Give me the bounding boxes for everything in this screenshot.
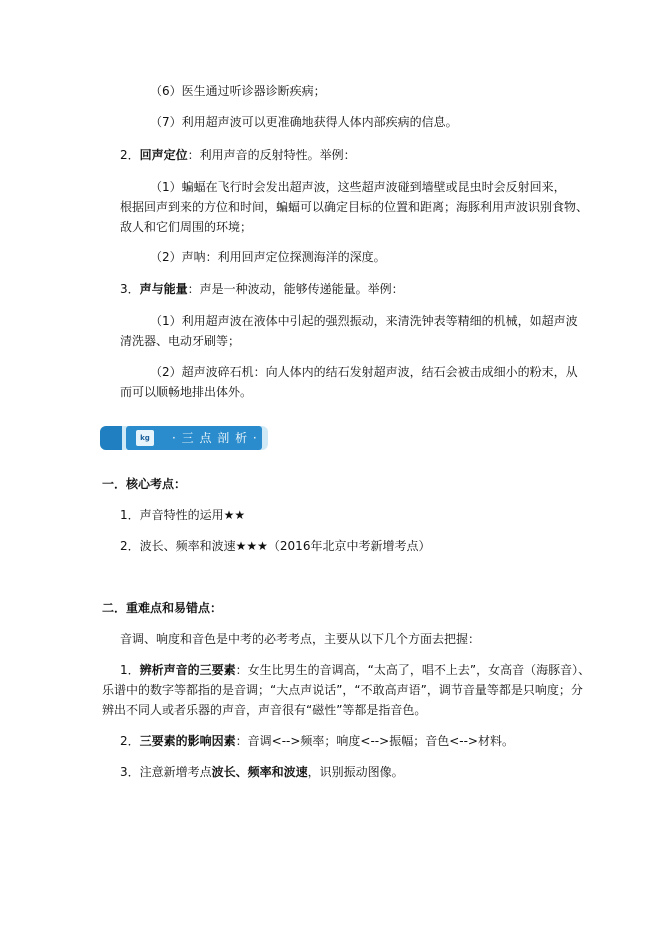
intro-paragraph: 音调、响度和音色是中考的必考考点，主要从以下几个方面去把握： [120,632,481,646]
paragraph-text: ，识别振动图像。 [307,765,404,779]
paragraph-echolocation [120,147,356,163]
point-three-elements-line3: 辨出不同人或者乐器的声音，声音很有“磁性”等都是指音色。 [102,703,427,717]
kg-weight-icon: kg [136,430,154,446]
banner-title: · 三 点 剖 析 · [172,431,258,445]
term-wave-properties: 波长、频率和波速 [211,765,308,779]
paragraph-number: 2． [120,734,140,748]
point-influence-factors [120,733,514,749]
heading-core-points: 一．核心考点： [102,477,187,491]
heading-difficult-points: 二．重难点和易错点： [102,601,223,615]
core-point-2: 2．波长、频率和波速★★★（2016年北京中考新增考点） [120,539,431,553]
paragraph-text: ：利用声音的反射特性。举例： [187,148,356,162]
section-banner [100,426,268,450]
example-lithotripter-line2: 而可以顺畅地排出体外。 [120,385,253,399]
example-sonar: （2）声呐：利用回声定位探测海洋的深度。 [150,250,386,264]
term-influence-factors: 三要素的影响因素 [139,734,236,748]
example-cleaning-line1: （1）利用超声波在液体中引起的强烈振动，来清洗钟表等精细的机械，如超声波 [150,314,578,328]
list-item-6: （6）医生通过听诊器诊断疾病； [150,84,326,98]
paragraph-number: 3． [120,282,140,296]
paragraph-text: ：声是一种波动，能够传递能量。举例： [187,282,404,296]
term-three-elements: 辨析声音的三要素 [139,663,236,677]
example-lithotripter-line1: （2）超声波碎石机：向人体内的结石发射超声波，结石会被击成细小的粉末，从 [150,365,578,379]
core-point-1: 1．声音特性的运用★★ [120,508,246,522]
paragraph-text: 3．注意新增考点 [120,765,212,779]
list-item-7: （7）利用超声波可以更准确地获得人体内部疾病的信息。 [150,115,458,129]
point-three-elements-line1 [120,662,590,678]
example-cleaning-line2: 清洗器、电动牙刷等； [120,334,241,348]
paragraph-text: ：女生比男生的音调高，“太高了，唱不上去”，女高音（海豚音）、 [235,663,591,677]
paragraph-sound-energy [120,281,404,297]
example-bat-line1: （1）蝙蝠在飞行时会发出超声波，这些超声波碰到墙壁或昆虫时会反射回来， [150,180,566,194]
example-bat-line2: 根据回声到来的方位和时间，蝙蝠可以确定目标的位置和距离；海豚利用声波识别食物、 [120,200,589,214]
example-bat-line3: 敌人和它们周围的环境； [120,220,253,234]
paragraph-text: ：音调<-->频率；响度<-->振幅；音色<-->材料。 [235,734,514,748]
point-new-topics [120,764,404,780]
paragraph-number: 1． [120,663,140,677]
point-three-elements-line2: 乐谱中的数字等都指的是音调；“大点声说话”，“不敢高声语”，调节音量等都是只响度；分 [102,683,583,697]
paragraph-number: 2． [120,148,140,162]
term-sound-energy: 声与能量 [139,282,188,296]
term-echolocation: 回声定位 [139,148,188,162]
banner-accent-block [100,426,122,450]
